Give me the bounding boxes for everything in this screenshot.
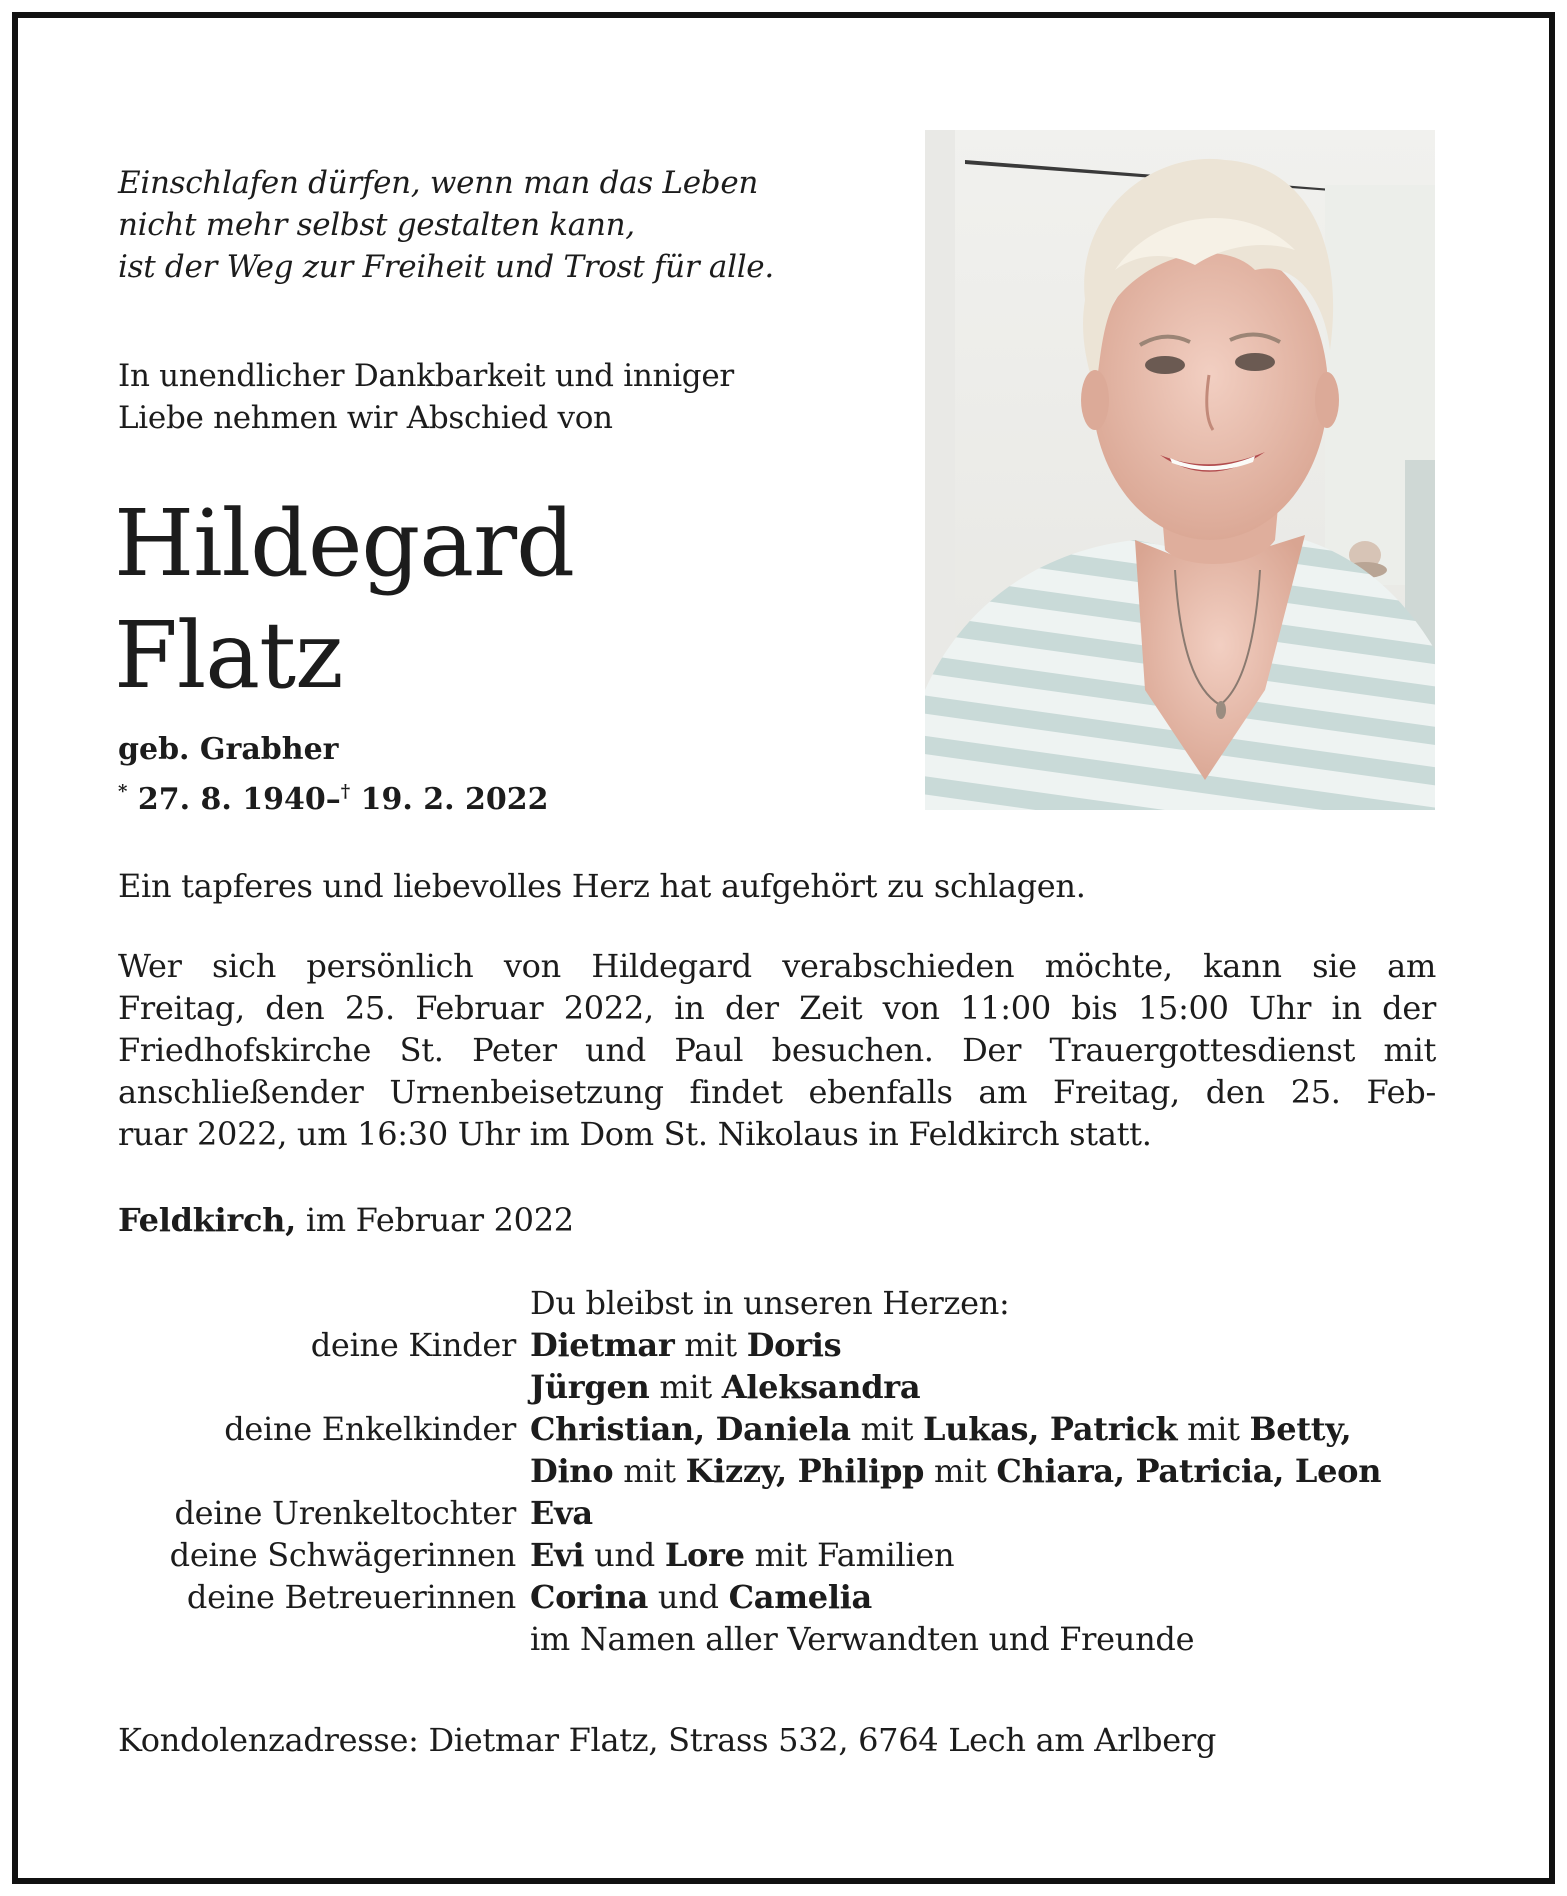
connector: mit — [933, 1452, 987, 1490]
partner-name: Aleksandra — [721, 1368, 921, 1406]
date: im Februar 2022 — [305, 1201, 574, 1239]
intro-line: In unendlicher Dankbarkeit und inniger — [118, 358, 734, 394]
death-symbol: † — [340, 781, 351, 802]
town: Feldkirch, — [118, 1201, 296, 1239]
condolence-address: Kondolenzadresse: Dietmar Flatz, Strass 532, 6764 Lech am Arlberg — [118, 1721, 1217, 1759]
connector: mit — [659, 1368, 712, 1406]
mourners-heading: Du bleibst in unseren Herzen: — [530, 1284, 1010, 1322]
sisters-in-law-row — [118, 1534, 1538, 1576]
mourners-heading-row — [118, 1282, 1538, 1324]
grandchildren-row-2 — [118, 1450, 1538, 1492]
great-grandchild-row — [118, 1492, 1538, 1534]
connector: und — [657, 1578, 719, 1616]
closing-line: im Namen aller Verwandten und Freunde — [530, 1620, 1195, 1658]
child-name: Jürgen — [530, 1368, 650, 1406]
great-grandchild-label: deine Urenkeltochter — [174, 1494, 516, 1532]
grandchildren-row — [118, 1408, 1538, 1450]
sister-name: Lore — [664, 1536, 745, 1574]
sisters-in-law-label: deine Schwägerinnen — [169, 1536, 516, 1574]
carer-name: Corina — [530, 1578, 649, 1616]
service-line: anschließender Urnenbeisetzung findet ebenfalls am Freitag, den 25. Feb- — [118, 1073, 1436, 1111]
connector: mit — [1187, 1410, 1240, 1448]
connector: mit — [860, 1410, 914, 1448]
mourners-list — [118, 1282, 1538, 1660]
children-label: deine Kinder — [310, 1326, 516, 1364]
connector: mit — [623, 1452, 676, 1490]
life-dates — [118, 772, 549, 820]
service-line: Wer sich persönlich von Hildegard verabschieden möchte, kann sie am — [118, 947, 1436, 985]
partner-names: Lukas, Patrick — [923, 1410, 1178, 1448]
date-dash: – — [325, 782, 341, 817]
partner-names: Betty, — [1249, 1410, 1352, 1448]
verse-line: ist der Weg zur Freiheit und Trost für alle. — [118, 249, 774, 285]
deceased-name — [114, 488, 574, 712]
service-line: ruar 2022, um 16:30 Uhr im Dom St. Nikolaus in Feldkirch statt. — [118, 1115, 1152, 1153]
intro-text — [118, 355, 734, 439]
death-date: 19. 2. 2022 — [360, 782, 549, 817]
sister-name: Evi — [530, 1536, 585, 1574]
children-row — [118, 1324, 1538, 1366]
partner-name: Doris — [746, 1326, 842, 1364]
carers-row — [118, 1576, 1538, 1618]
heart-line: Ein tapferes und liebevolles Herz hat aufgehört zu schlagen. — [118, 867, 1086, 905]
connector: und — [594, 1536, 655, 1574]
service-line: Freitag, den 25. Februar 2022, in der Zeit von 11:00 bis 15:00 Uhr in der — [118, 989, 1436, 1027]
carers-label: deine Betreuerinnen — [186, 1578, 516, 1616]
partner-names: Kizzy, Philipp — [685, 1452, 925, 1490]
birth-symbol: * — [118, 781, 128, 802]
great-grandchild-name: Eva — [530, 1494, 593, 1532]
place-date — [118, 1199, 574, 1241]
birth-date: 27. 8. 1940 — [137, 782, 326, 817]
partner-names: Chiara, Patricia, Leon — [996, 1452, 1382, 1490]
child-name: Dietmar — [530, 1326, 675, 1364]
families-note: mit Familien — [754, 1536, 955, 1574]
closing-row — [118, 1618, 1538, 1660]
first-name: Hildegard — [114, 490, 575, 597]
service-line: Friedhofskirche St. Peter und Paul besuchen. Der Trauergottesdienst mit — [118, 1031, 1436, 1069]
grandchildren-label: deine Enkelkinder — [224, 1410, 516, 1448]
portrait-illustration — [925, 130, 1435, 810]
verse-line: nicht mehr selbst gestalten kann, — [118, 207, 635, 243]
verse — [118, 162, 774, 288]
birth-name: geb. Grabher — [118, 732, 339, 767]
service-info — [118, 945, 1436, 1155]
carer-name: Camelia — [728, 1578, 872, 1616]
grandchild-names: Christian, Daniela — [530, 1410, 851, 1448]
connector: mit — [684, 1326, 737, 1364]
grandchild-names: Dino — [530, 1452, 614, 1490]
intro-line: Liebe nehmen wir Abschied von — [118, 400, 613, 436]
last-name: Flatz — [114, 602, 343, 709]
verse-line: Einschlafen dürfen, wenn man das Leben — [118, 165, 759, 201]
portrait-photo — [925, 130, 1435, 810]
children-row-2 — [118, 1366, 1538, 1408]
